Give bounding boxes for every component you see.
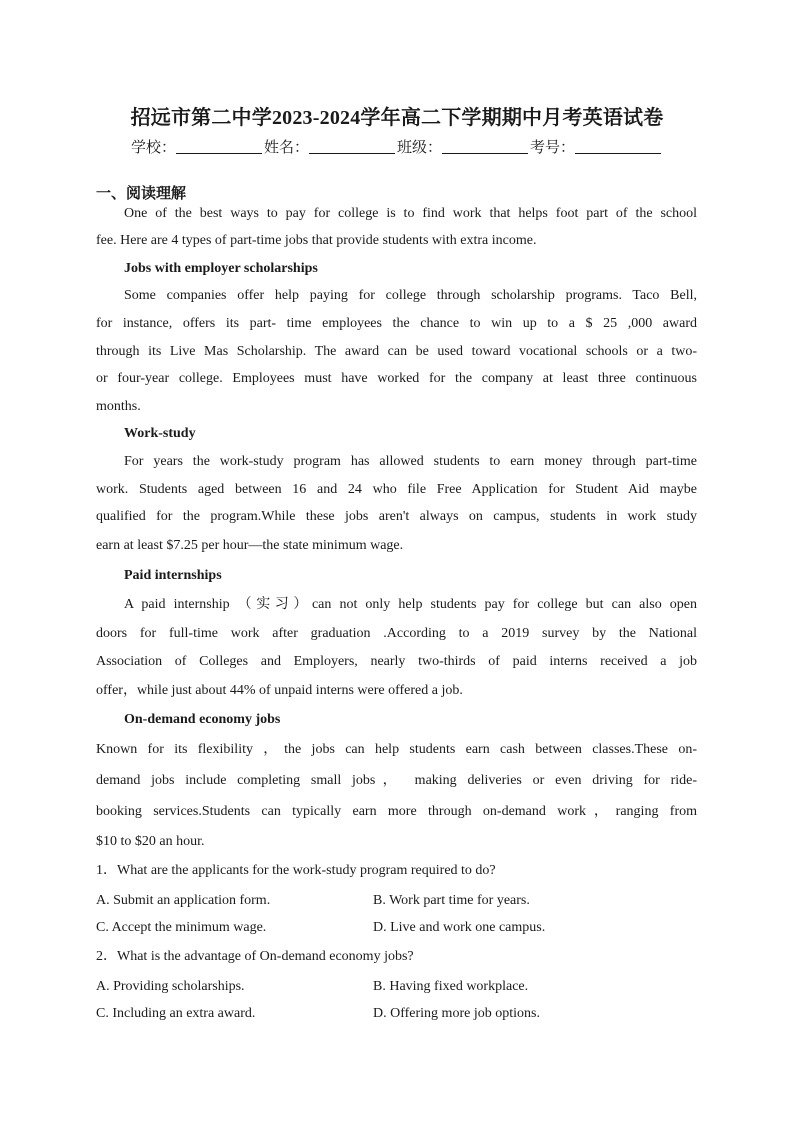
answer-option: D. Live and work one campus.	[373, 920, 546, 935]
exam-number-blank	[575, 139, 661, 154]
paragraph-line: earn at least $7.25 per hour—the state minimum wage.	[96, 538, 404, 553]
paragraph-line: work. Students aged between 16 and 24 who file Free Application for Student Aid maybe	[96, 482, 697, 497]
school-label: 学校：	[130, 140, 176, 156]
subsection-heading: On-demand economy jobs	[124, 712, 281, 727]
paragraph-line: Known for its flexibility ，the jobs can help students earn cash between classes.These on-	[96, 742, 697, 757]
subsection-heading: Paid internships	[124, 568, 222, 583]
subsection-heading: Work-study	[124, 426, 196, 441]
question-stem: 2．What is the advantage of On-demand economy jobs?	[96, 949, 414, 964]
paragraph-line: Association of Colleges and Employers, nearly two-thirds of paid interns received a job	[96, 654, 697, 669]
paragraph-line: A paid internship （实习）can not only help students pay for college but can also open	[124, 597, 697, 612]
paragraph-line: qualified for the program.While these jobs aren't always on campus, students in work study	[96, 509, 697, 524]
answer-option: D. Offering more job options.	[373, 1006, 540, 1021]
answer-option: B. Having fixed workplace.	[373, 979, 529, 994]
answer-option: C. Accept the minimum wage.	[96, 920, 267, 935]
paragraph-line: booking services.Students can typically earn more through on-demand work，ranging from	[96, 804, 697, 819]
school-blank	[176, 139, 262, 154]
paragraph-line: or four-year college. Employees must have worked for the company at least three continuous	[96, 371, 697, 386]
class-label: 班级：	[397, 140, 443, 156]
paragraph-line: For years the work-study program has allowed students to earn money through part-time	[124, 454, 697, 469]
page-title: 招远市第二中学2023-2024学年高二下学期期中月考英语试卷	[130, 107, 664, 129]
paragraph-line: doors for full-time work after graduation .According to a 2019 survey by the National	[96, 626, 697, 641]
paragraph-line: offer，while just about 44% of unpaid interns were offered a job.	[96, 683, 463, 698]
paragraph-line: $10 to $20 an hour.	[96, 834, 205, 849]
exam-number-label: 考号：	[530, 140, 576, 156]
paragraph-line: Some companies offer help paying for college through scholarship programs. Taco Bell,	[124, 288, 697, 303]
answer-option: A. Submit an application form.	[96, 893, 271, 908]
paragraph-line: months.	[96, 399, 141, 414]
paragraph-line: demand jobs include completing small jobs， making deliveries or even driving for ride-	[96, 773, 697, 788]
answer-option: C. Including an extra award.	[96, 1006, 256, 1021]
intro-line: fee. Here are 4 types of part-time jobs that provide students with extra income.	[96, 233, 537, 248]
intro-line: One of the best ways to pay for college is to find work that helps foot part of the school	[124, 206, 697, 221]
class-blank	[442, 139, 528, 154]
section-heading: 一、阅读理解	[96, 186, 187, 202]
paragraph-line: for instance, offers its part- time employees the chance to win up to a $ 25 ,000 award	[96, 316, 697, 331]
student-info-line	[0, 136, 794, 157]
name-label: 姓名：	[263, 140, 309, 156]
question-stem: 1．What are the applicants for the work-study program required to do?	[96, 863, 496, 878]
paragraph-line: through its Live Mas Scholarship. The award can be used toward vocational schools or a two-	[96, 344, 697, 359]
answer-option: B. Work part time for years.	[373, 893, 530, 908]
answer-option: A. Providing scholarships.	[96, 979, 245, 994]
name-blank	[309, 139, 395, 154]
subsection-heading: Jobs with employer scholarships	[124, 261, 318, 276]
